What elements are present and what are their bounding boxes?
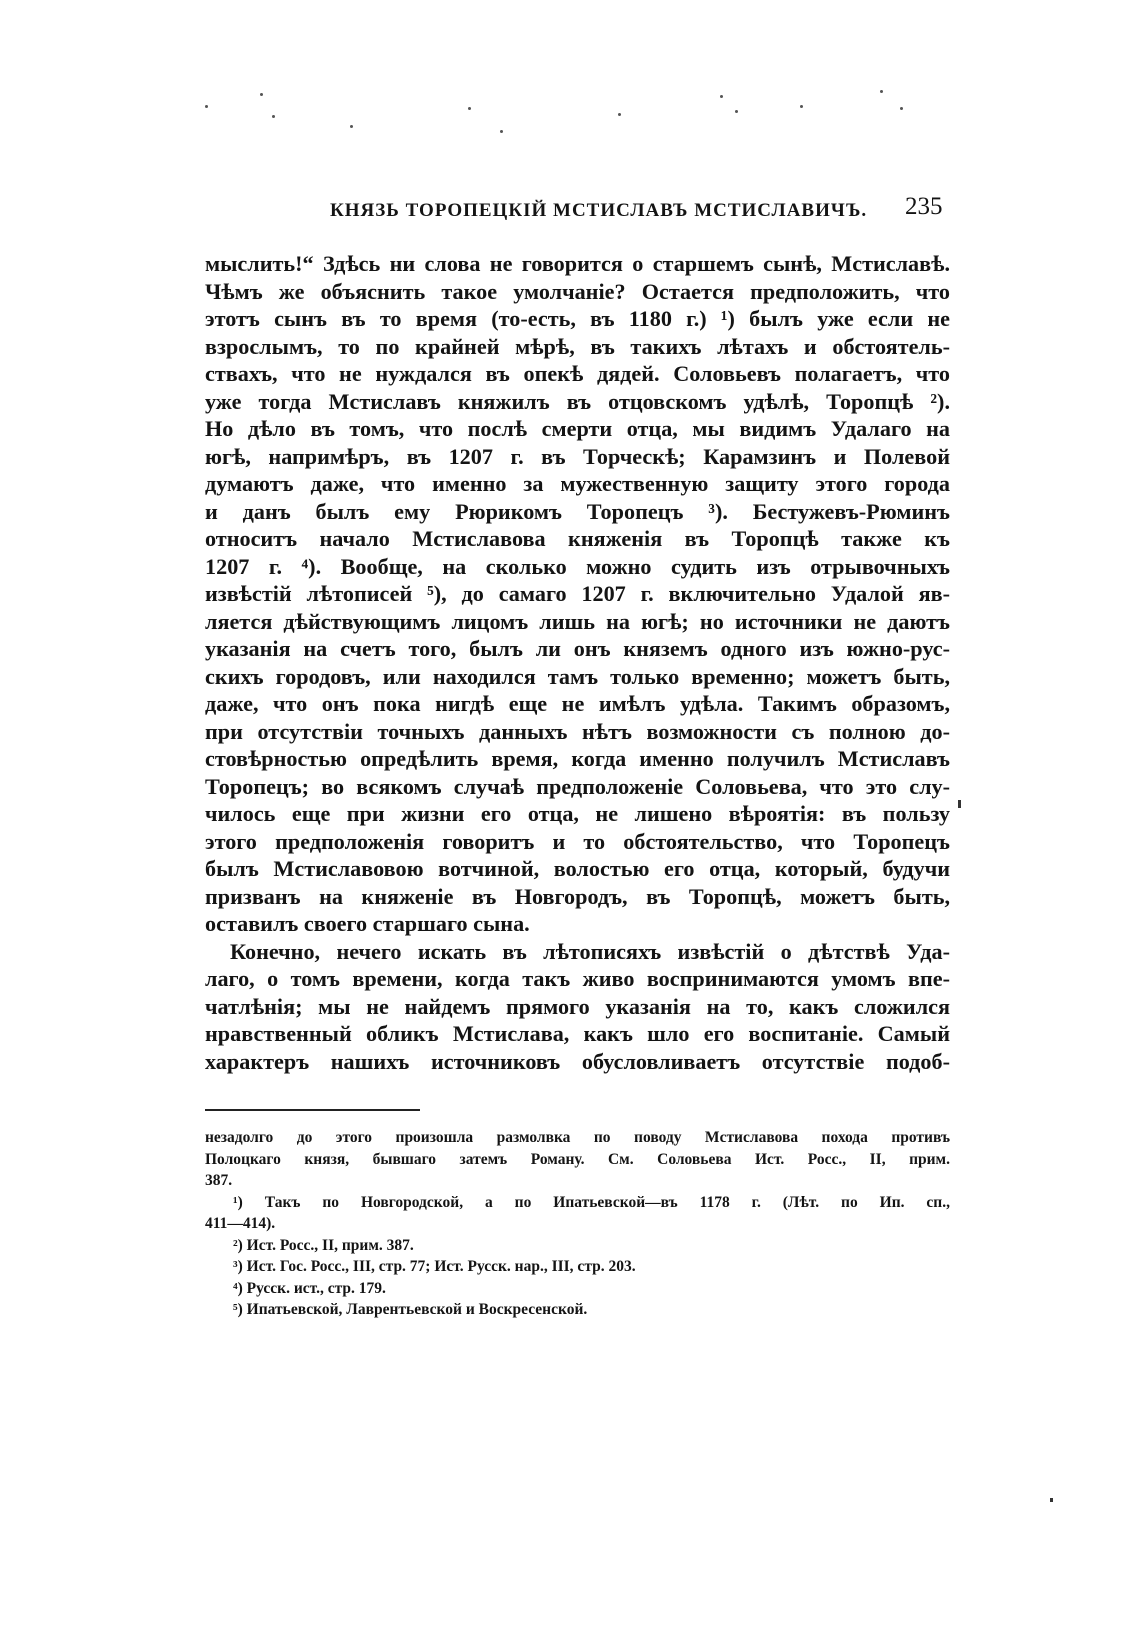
text-line: югѣ, напримѣръ, въ 1207 г. въ Торческѣ; Карамзинъ и Полевой bbox=[205, 443, 950, 469]
paragraph-1 bbox=[205, 250, 950, 938]
footnote-3: ³) Ист. Гос. Росс., III, стр. 77; Ист. Русск. нар., III, стр. 203. bbox=[233, 1258, 636, 1275]
footnote-4: ⁴) Русск. ист., стр. 179. bbox=[233, 1279, 386, 1297]
text-line: нравственный обликъ Мстислава, какъ шло его воспитаніе. Самый bbox=[205, 1021, 950, 1046]
scan-noise bbox=[200, 85, 930, 135]
text-line: призванъ на княженіе въ Новгородъ, въ Торопцѣ, можетъ быть, bbox=[205, 883, 950, 909]
text-line: ляется дѣйствующимъ лицомъ лишь на югѣ; но источники не даютъ bbox=[205, 608, 950, 634]
scan-mark bbox=[1050, 1498, 1053, 1502]
text-line: стовѣрностью опредѣлить время, когда именно получилъ Мстиславъ bbox=[205, 746, 950, 771]
text-line: Конечно, нечего искать въ лѣтописяхъ извѣстій о дѣтствѣ Уда- bbox=[230, 938, 950, 964]
footnote-2: ²) Ист. Росс., II, прим. 387. bbox=[233, 1236, 414, 1254]
text-line: характеръ нашихъ источниковъ обусловливаетъ отсутствіе подоб- bbox=[205, 1048, 950, 1074]
footnote-separator bbox=[205, 1109, 420, 1111]
footnote-1: ¹) Такъ по Новгородской, а по Ипатьевской—въ 1178 г. (Лѣт. по Ип. сп., bbox=[233, 1193, 950, 1211]
text-line: этотъ сынъ въ то время (то-есть, въ 1180 г.) ¹) былъ уже если не bbox=[205, 306, 950, 331]
page-number: 235 bbox=[905, 193, 943, 220]
text-line: при отсутствіи точныхъ данныхъ нѣтъ возможности съ полною до- bbox=[205, 718, 950, 744]
text-line: былъ Мстиславовою вотчиной, волостью его отца, который, будучи bbox=[205, 856, 950, 881]
footnote-line: 387. bbox=[205, 1172, 233, 1189]
text-line: лаго, о томъ времени, когда такъ живо воспринимаются умомъ впе- bbox=[205, 966, 950, 991]
text-line: чилось еще при жизни его отца, не лишено вѣроятія: въ пользу bbox=[205, 801, 950, 826]
footnote-5: ⁵) Ипатьевской, Лаврентьевской и Воскресенской. bbox=[233, 1301, 588, 1318]
text-line: этого предположенія говоритъ и то обстоятельство, что Торопецъ bbox=[205, 828, 950, 854]
text-line: ствахъ, что не нуждался въ опекѣ дядей. Соловьевъ полагаетъ, что bbox=[205, 361, 950, 386]
footnote-1-cont: 411—414). bbox=[205, 1215, 276, 1232]
text-line: относитъ начало Мстиславова княженія въ Торопцѣ также къ bbox=[205, 526, 950, 551]
scan-mark bbox=[958, 800, 961, 808]
text-line: уже тогда Мстиславъ княжилъ въ отцовскомъ удѣлѣ, Торопцѣ ²). bbox=[205, 388, 950, 414]
text-line: чатлѣнія; мы не найдемъ прямого указанія на то, какъ сложился bbox=[205, 993, 950, 1019]
text-line: даже, что онъ пока нигдѣ еще не имѣлъ удѣла. Такимъ образомъ, bbox=[205, 691, 950, 716]
text-line: думаютъ даже, что именно за мужественную защиту этого города bbox=[205, 471, 950, 496]
text-line: Торопецъ; во всякомъ случаѣ предположеніе Соловьева, что это слу- bbox=[205, 773, 950, 799]
main-text bbox=[205, 250, 950, 1075]
paragraph-2 bbox=[205, 938, 950, 1076]
text-line: мыслить!“ Здѣсь ни слова не говорится о старшемъ сынѣ, Мстиславѣ. bbox=[205, 251, 950, 276]
running-title: КНЯЗЬ ТОРОПЕЦКІЙ МСТИСЛАВЪ МСТИСЛАВИЧЪ. bbox=[330, 200, 868, 221]
footnotes bbox=[205, 1127, 950, 1321]
text-line: скихъ городовъ, или находился тамъ только временно; можетъ быть, bbox=[205, 663, 950, 689]
footnote-line: Полоцкаго князя, бывшаго затемъ Роману. См. Соловьева Ист. Росс., II, прим. bbox=[205, 1150, 950, 1168]
text-line: оставилъ своего старшаго сына. bbox=[205, 911, 530, 936]
text-line: и данъ былъ ему Рюрикомъ Торопецъ ³). Бестужевъ-Рюминъ bbox=[205, 498, 950, 524]
text-line: Но дѣло въ томъ, что послѣ смерти отца, мы видимъ Удалаго на bbox=[205, 416, 950, 441]
text-line: Чѣмъ же объяснить такое умолчаніе? Остается предположить, что bbox=[205, 278, 950, 304]
text-line: указанія на счетъ того, былъ ли онъ княземъ одного изъ южно-рус- bbox=[205, 636, 950, 661]
text-line: 1207 г. ⁴). Вообще, на сколько можно судить изъ отрывочныхъ bbox=[205, 553, 950, 579]
text-line: извѣстій лѣтописей ⁵), до самаго 1207 г. включительно Удалой яв- bbox=[205, 581, 950, 606]
footnote-line: незадолго до этого произошла размолвка по поводу Мстиславова похода противъ bbox=[205, 1129, 950, 1146]
text-line: взрослымъ, то по крайней мѣрѣ, въ такихъ лѣтахъ и обстоятель- bbox=[205, 333, 950, 359]
